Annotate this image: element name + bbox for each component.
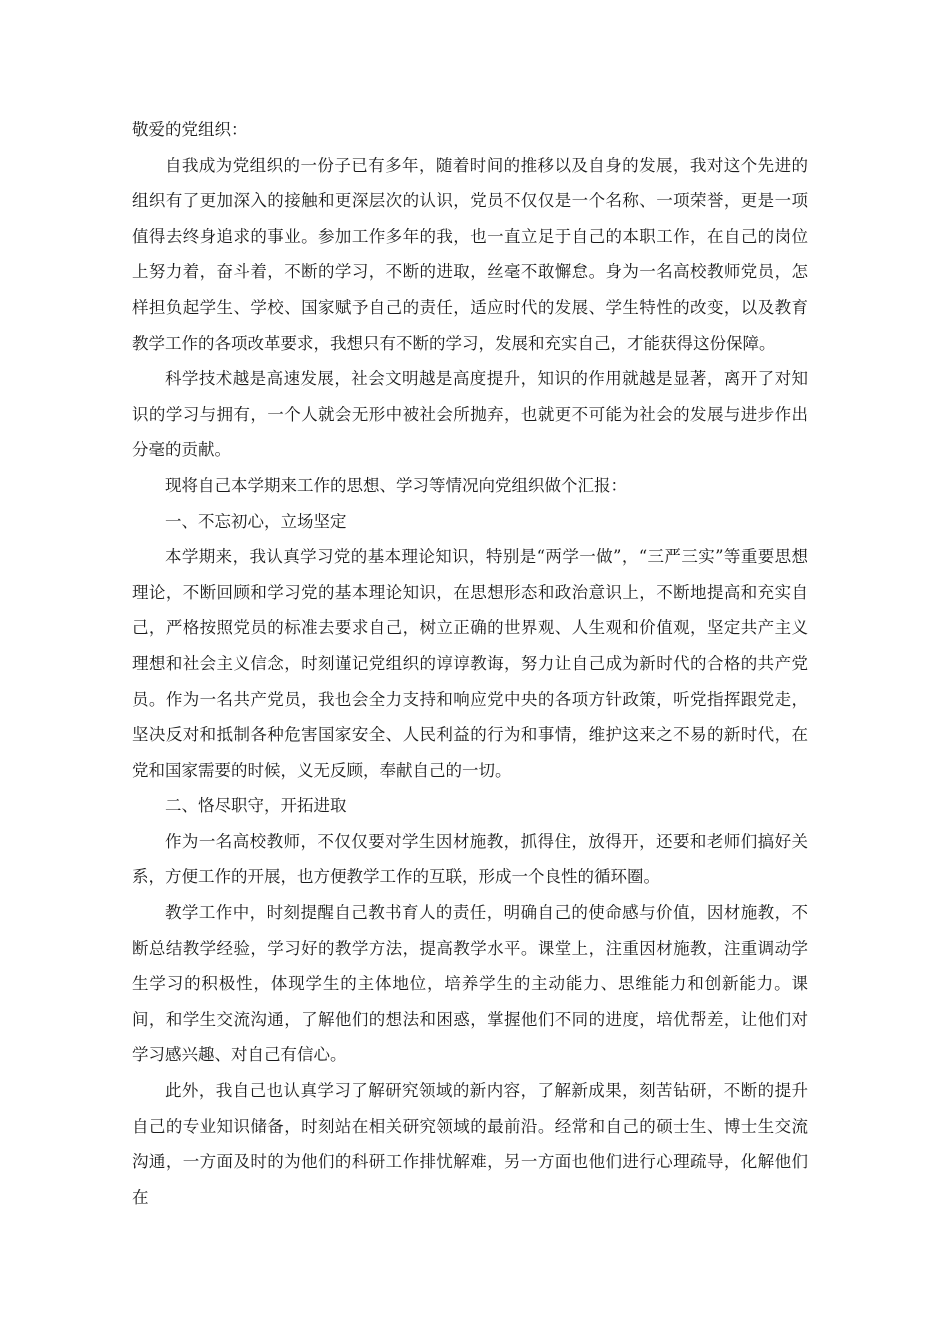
paragraph-research: 此外，我自己也认真学习了解研究领域的新内容，了解新成果，刻苦钻研，不断的提升自己的专业知识储备，时刻站在相关研究领域的最前沿。经常和自己的硕士生、博士生交流沟通，一方面及时的为他们的科研工作排忧解难，另一方面也他们进行心理疏导，化解他们在	[132, 1081, 808, 1207]
paragraph-knowledge: 科学技术越是高速发展，社会文明越是高度提升，知识的作用就越是显著，离开了对知识的学习与拥有，一个人就会无形中被社会所抛弃，也就更不可能为社会的发展与进步作出分毫的贡献。	[132, 369, 808, 460]
document-page	[132, 112, 808, 1215]
paragraph-theory-study: 本学期来，我认真学习党的基本理论知识，特别是“两学一做”，“三严三实”等重要思想理论，不断回顾和学习党的基本理论知识，在思想形态和政治意识上，不断地提高和充实自己，严格按照党员的标准去要求自己，树立正确的世界观、人生观和价值观，坚定共产主义理想和社会主义信念，时刻谨记党组织的谆谆教诲，努力让自己成为新时代的合格的共产党员。作为一名共产党员，我也会全力支持和响应党中央的各项方针政策，听党指挥跟党走，坚决反对和抵制各种危害国家安全、人民利益的行为和事情，维护这来之不易的新时代，在党和国家需要的时候，义无反顾，奉献自己的一切。	[132, 547, 808, 780]
paragraph-teaching-work: 教学工作中，时刻提醒自己教书育人的责任，明确自己的使命感与价值，因材施教，不断总结教学经验，学习好的教学方法，提高教学水平。课堂上，注重因材施教，注重调动学生学习的积极性，体现学生的主体地位，培养学生的主动能力、思维能力和创新能力。课间，和学生交流沟通，了解他们的想法和困惑，掌握他们不同的进度，培优帮差，让他们对学习感兴趣、对自己有信心。	[132, 903, 808, 1065]
salutation: 敬爱的党组织：	[132, 120, 248, 139]
paragraph-report-lead: 现将自己本学期来工作的思想、学习等情况向党组织做个汇报：	[165, 475, 627, 495]
paragraph-teacher-role: 作为一名高校教师，不仅仅要对学生因材施教，抓得住，放得开，还要和老师们搞好关系，方便工作的开展，也方便教学工作的互联，形成一个良性的循环圈。	[132, 831, 808, 887]
paragraph-intro: 自我成为党组织的一份子已有多年，随着时间的推移以及自身的发展，我对这个先进的组织有了更加深入的接触和更深层次的认识，党员不仅仅是一个名称、一项荣誉，更是一项值得去终身追求的事业。参加工作多年的我，也一直立足于自己的本职工作，在自己的岗位上努力着，奋斗着，不断的学习，不断的进取，丝毫不敢懈怠。身为一名高校教师党员，怎样担负起学生、学校、国家赋予自己的责任，适应时代的发展、学生特性的改变，以及教育教学工作的各项改革要求，我想只有不断的学习，发展和充实自己，才能获得这份保障。	[132, 155, 808, 353]
section-heading-2: 二、恪尽职守，开拓进取	[165, 796, 347, 816]
section-heading-1: 一、不忘初心，立场坚定	[165, 511, 347, 531]
